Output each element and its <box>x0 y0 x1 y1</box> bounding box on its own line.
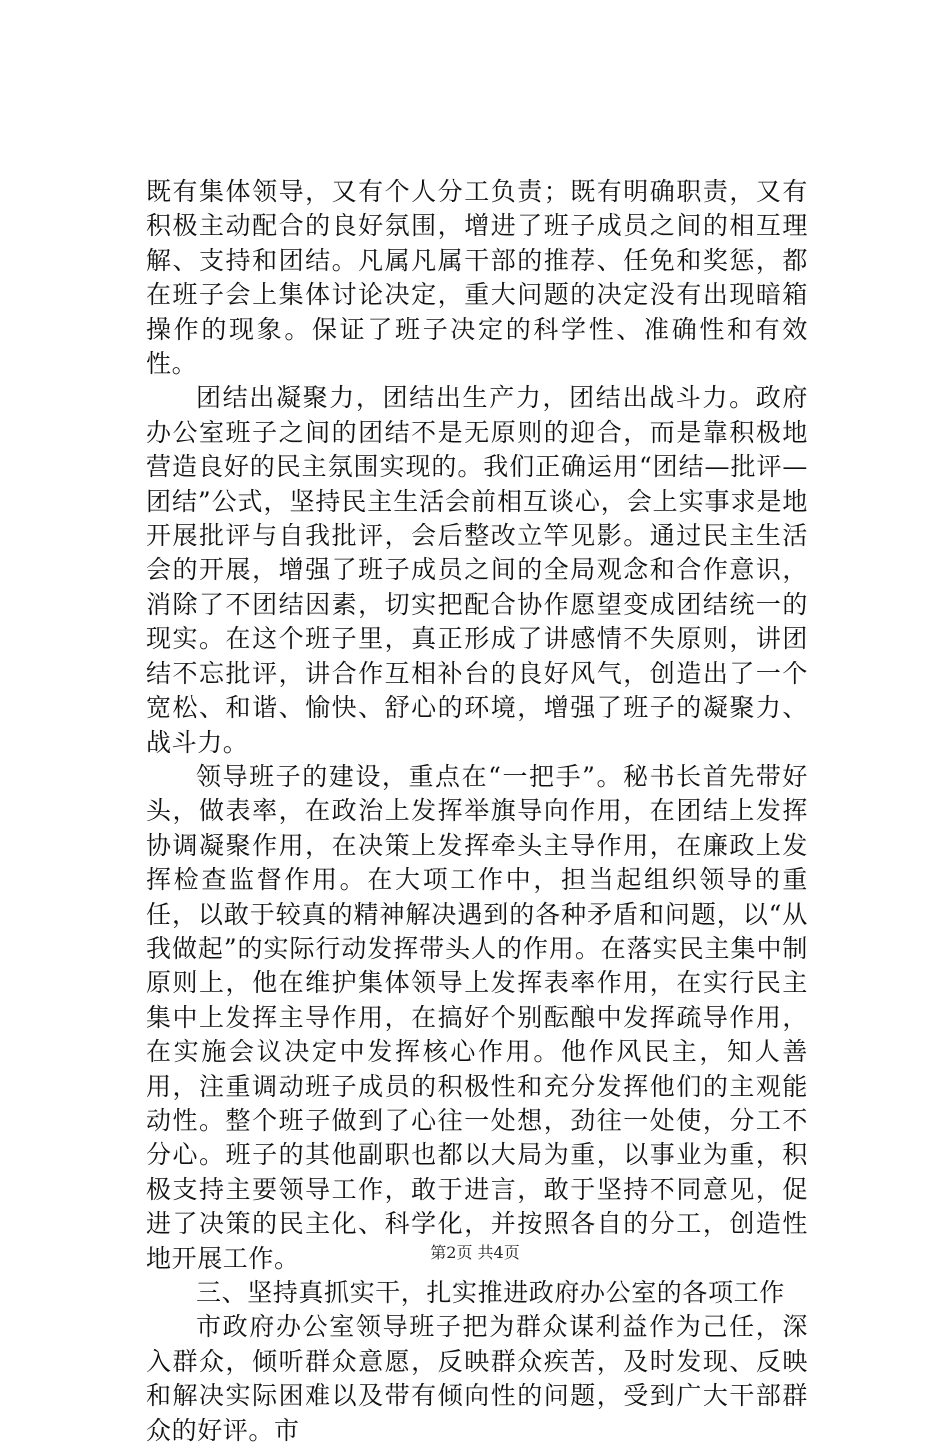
paragraph-continued: 既有集体领导，又有个人分工负责；既有明确职责，又有积极主动配合的良好氛围，增进了班子成员之间的相互理解、支持和团结。凡属凡属干部的推荐、任免和奖惩，都在班子会上集体讨论决定，重大问题的决定没有出现暗箱操作的现象。保证了班子决定的科学性、准确性和有效性。 <box>146 177 808 379</box>
paragraph-unity: 团结出凝聚力，团结出生产力，团结出战斗力。政府办公室班子之间的团结不是无原则的迎合，而是靠积极地营造良好的民主氛围实现的。我们正确运用“团结—批评—团结”公式，坚持民主生活会前相互谈心，会上实事求是地开展批评与自我批评，会后整改立竿见影。通过民主生活会的开展，增强了班子成员之间的全局观念和合作意识，消除了不团结因素，切实把配合协作愿望变成团结统一的现实。在这个班子里，真正形成了讲感情不失原则，讲团结不忘批评，讲合作互相补台的良好风气，创造出了一个宽松、和谐、愉快、舒心的环境，增强了班子的凝聚力、战斗力。 <box>146 383 808 757</box>
paragraph-work: 市政府办公室领导班子把为群众谋利益作为己任，深入群众，倾听群众意愿，反映群众疾苦，及时发现、反映和解决实际困难以及带有倾向性的问题，受到广大干部群众的好评。市 <box>146 1312 808 1445</box>
section-heading: 三、坚持真抓实干，扎实推进政府办公室的各项工作 <box>196 1278 785 1307</box>
paragraph-leadership: 领导班子的建设，重点在“一把手”。秘书长首先带好头，做表率，在政治上发挥举旗导向作用，在团结上发挥协调凝聚作用，在决策上发挥牵头主导作用，在廉政上发挥检查监督作用。在大项工作中，担当起组织领导的重任，以敢于较真的精神解决遇到的各种矛盾和问题，以“从我做起”的实际行动发挥带头人的作用。在落实民主集中制原则上，他在维护集体领导上发挥表率作用，在实行民主集中上发挥主导作用，在搞好个别酝酿中发挥疏导作用，在实施会议决定中发挥核心作用。他作风民主，知人善用，注重调动班子成员的积极性和充分发挥他们的主观能动性。整个班子做到了心往一处想，劲往一处使，分工不分心。班子的其他副职也都以大局为重，以事业为重，积极支持主要领导工作，敢于进言，敢于坚持不同意见，促进了决策的民主化、科学化，并按照各自的分工，创造性地开展工作。 <box>146 761 808 1273</box>
page-number-footer: 第2页 共4页 <box>430 1243 520 1262</box>
